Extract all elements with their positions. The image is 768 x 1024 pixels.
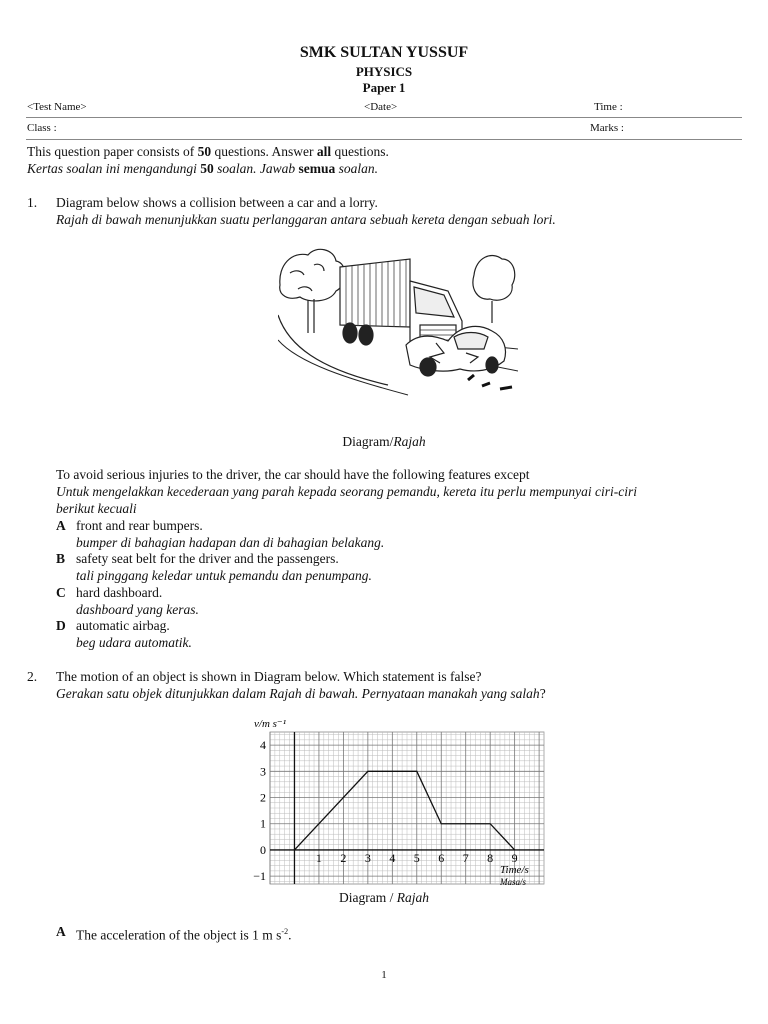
page-number: 1	[381, 969, 387, 981]
y-tick-label: 3	[260, 764, 266, 779]
caption-en: Diagram/	[342, 434, 394, 449]
x-tick-label: 7	[462, 850, 469, 865]
collision-illustration	[278, 245, 518, 397]
graph-grid-minor	[270, 732, 544, 884]
tree-icon	[280, 249, 345, 333]
instructions-text: This question paper consists of	[27, 144, 198, 159]
q2-option-a-period: .	[288, 927, 292, 943]
emphasis-semua: semua	[298, 161, 336, 176]
option-c-text: hard dashboard.	[76, 585, 163, 600]
q1-text-ms: Rajah di bawah menunjukkan suatu perlanggaran antara sebuah kereta dengan sebuah lori.	[56, 212, 556, 227]
option-d-letter: D	[56, 618, 66, 633]
date-field: <Date>	[364, 101, 398, 113]
question-count: 50	[197, 144, 212, 159]
q1-stem-ms-cont: berikut kecuali	[56, 501, 137, 516]
x-tick-label: 1	[315, 850, 322, 865]
x-tick-label: 3	[364, 850, 371, 865]
emphasis-all: all	[316, 144, 332, 159]
q1-stem-en: To avoid serious injuries to the driver, the car should have the following features except	[56, 467, 530, 482]
q2-option-a-text	[76, 923, 291, 944]
q2-caption	[0, 889, 768, 906]
instructions-text: questions.	[331, 144, 389, 159]
option-c-letter: C	[56, 585, 66, 600]
instructions-text: questions. Answer	[211, 144, 317, 159]
option-a-text-ms: bumper di bahagian hadapan dan di bahagian belakang.	[76, 535, 385, 550]
option-d-text-ms: beg udara automatik.	[76, 635, 192, 650]
paper-title: Paper 1	[362, 80, 406, 95]
q2-text-ms-body: Gerakan satu objek ditunjukkan dalam Rajah di bawah. Pernyataan manakah yang salah	[56, 686, 540, 701]
school-name: SMK SULTAN YUSSUF	[299, 44, 469, 61]
divider	[26, 139, 742, 140]
q2-option-a-body: The acceleration of the object is 1 m s	[76, 927, 282, 943]
option-a-text: front and rear bumpers.	[76, 518, 203, 533]
x-tick-label: 4	[389, 850, 396, 865]
instructions-ms	[27, 160, 378, 177]
class-label: Class :	[27, 122, 57, 134]
q1-text-en: Diagram below shows a collision between a car and a lorry.	[56, 195, 378, 210]
y-tick-label: 2	[260, 790, 266, 805]
q2-text-ms	[56, 685, 546, 702]
instructions-text: Kertas soalan ini mengandungi	[27, 161, 201, 176]
test-name-field: <Test Name>	[27, 101, 87, 113]
q2-text-en: The motion of an object is shown in Diagram below. Which statement is false?	[56, 669, 482, 684]
tree-icon	[473, 256, 515, 323]
option-d-text: automatic airbag.	[76, 618, 170, 633]
option-a-letter: A	[56, 518, 66, 533]
option-c-text-ms: dashboard yang keras.	[76, 602, 199, 617]
subject-title: PHYSICS	[355, 64, 413, 79]
instructions-en	[27, 143, 389, 160]
option-b-letter: B	[56, 551, 66, 566]
unit-exponent: -2	[281, 927, 289, 936]
time-label: Time :	[594, 101, 623, 113]
x-tick-label: 9	[511, 850, 518, 865]
velocity-time-graph	[238, 712, 548, 890]
x-axis-label: Time/s	[500, 864, 529, 876]
y-tick-label: 1	[260, 816, 266, 831]
y-axis-label: v/m s⁻¹	[254, 718, 287, 730]
option-b-text-ms: tali pinggang keledar untuk pemandu dan penumpang.	[76, 568, 372, 583]
q1-caption	[0, 433, 768, 450]
y-tick-label: −1	[253, 869, 266, 884]
instructions-text: soalan.	[335, 161, 379, 176]
x-tick-label: 2	[340, 850, 347, 865]
option-b-text: safety seat belt for the driver and the passengers.	[76, 551, 339, 566]
q1-number: 1.	[27, 195, 38, 210]
q2-option-a-letter: A	[56, 924, 66, 939]
q1-stem-ms: Untuk mengelakkan kecederaan yang parah kepada seorang pemandu, kereta itu perlu mempunyai ciri-ciri	[56, 484, 637, 499]
caption-ms: Rajah	[393, 434, 426, 449]
road-markings	[468, 375, 512, 389]
x-tick-label: 6	[438, 850, 445, 865]
question-count: 50	[200, 161, 214, 176]
caption-ms: Rajah	[396, 890, 429, 905]
y-tick-label: 4	[260, 738, 266, 753]
instructions-text: soalan. Jawab	[213, 161, 299, 176]
x-tick-label: 8	[487, 850, 494, 865]
marks-label: Marks :	[590, 122, 624, 134]
x-axis-label-ms: Masa/s	[500, 877, 527, 887]
q2-question-mark: ?	[539, 686, 546, 701]
y-tick-label: 0	[260, 842, 266, 857]
x-tick-label: 5	[413, 850, 420, 865]
q2-number: 2.	[27, 669, 38, 684]
divider	[26, 117, 742, 118]
caption-en: Diagram /	[339, 890, 397, 905]
